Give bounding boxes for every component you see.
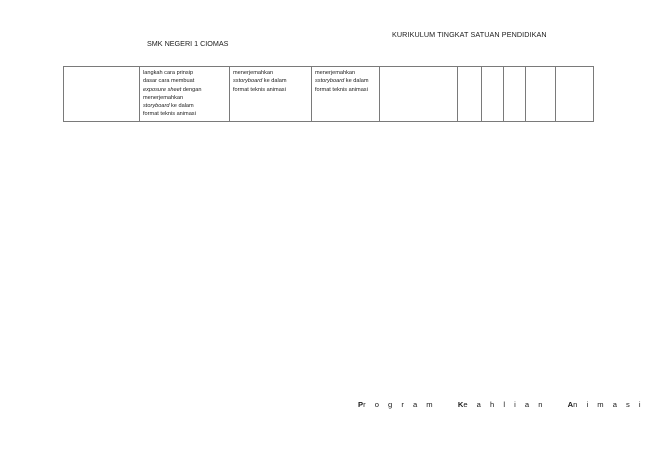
table-cell-4 [312,67,380,122]
cell-line: format teknis animasi [233,86,286,93]
footer-word-keahlian [458,400,552,409]
cell-line-rest: ke dalam [262,78,287,85]
footer-initial: P [358,400,364,409]
cell-italic-term: sstoryboard [233,78,263,85]
footer-word-rest: nimasi [573,400,650,409]
footer-initial: K [457,400,464,409]
table-cell-1 [64,67,140,122]
footer-word-animasi [568,400,650,409]
cell-italic-term: sstoryboard [315,78,345,85]
cell-line [143,102,226,110]
curriculum-title: KURIKULUM TINGKAT SATUAN PENDIDIKAN [392,30,547,39]
table-row [64,67,594,122]
footer-word-rest: rogram [363,400,442,409]
cell-italic-term: storyboard [143,103,170,110]
cell-line: format teknis animasi [315,86,368,93]
program-footer [358,400,664,409]
table-cell-6 [458,67,482,122]
table-cell-3 [230,67,312,122]
cell-line [315,77,376,85]
cell-line: format teknis animasi [143,111,196,118]
cell-line: menerjemahkan [315,70,356,76]
table-cell-9 [526,67,556,122]
cell-line: menerjemahkan [143,94,184,101]
cell-line [233,77,308,85]
cell-line-rest: ke dalam [169,103,194,110]
curriculum-table [63,66,594,122]
cell-line-rest: dengan [181,86,202,93]
cell-line-rest: ke dalam [344,78,369,85]
footer-initial: A [567,400,574,409]
cell-line: menerjemahkan [233,70,274,76]
table-cell-7 [482,67,504,122]
table-cell-8 [504,67,526,122]
cell-line: langkah cara prinsip [143,70,194,76]
table-cell-5 [380,67,458,122]
cell-line [143,86,226,94]
school-name: SMK NEGERI 1 CIOMAS [147,39,229,48]
cell-line: dasar cara membuat [143,78,195,85]
cell-italic-term: exposure sheet [143,86,182,93]
footer-word-program [358,400,442,409]
footer-word-rest: eahlian [463,400,552,409]
table-cell-10 [556,67,594,122]
table-cell-2 [140,67,230,122]
